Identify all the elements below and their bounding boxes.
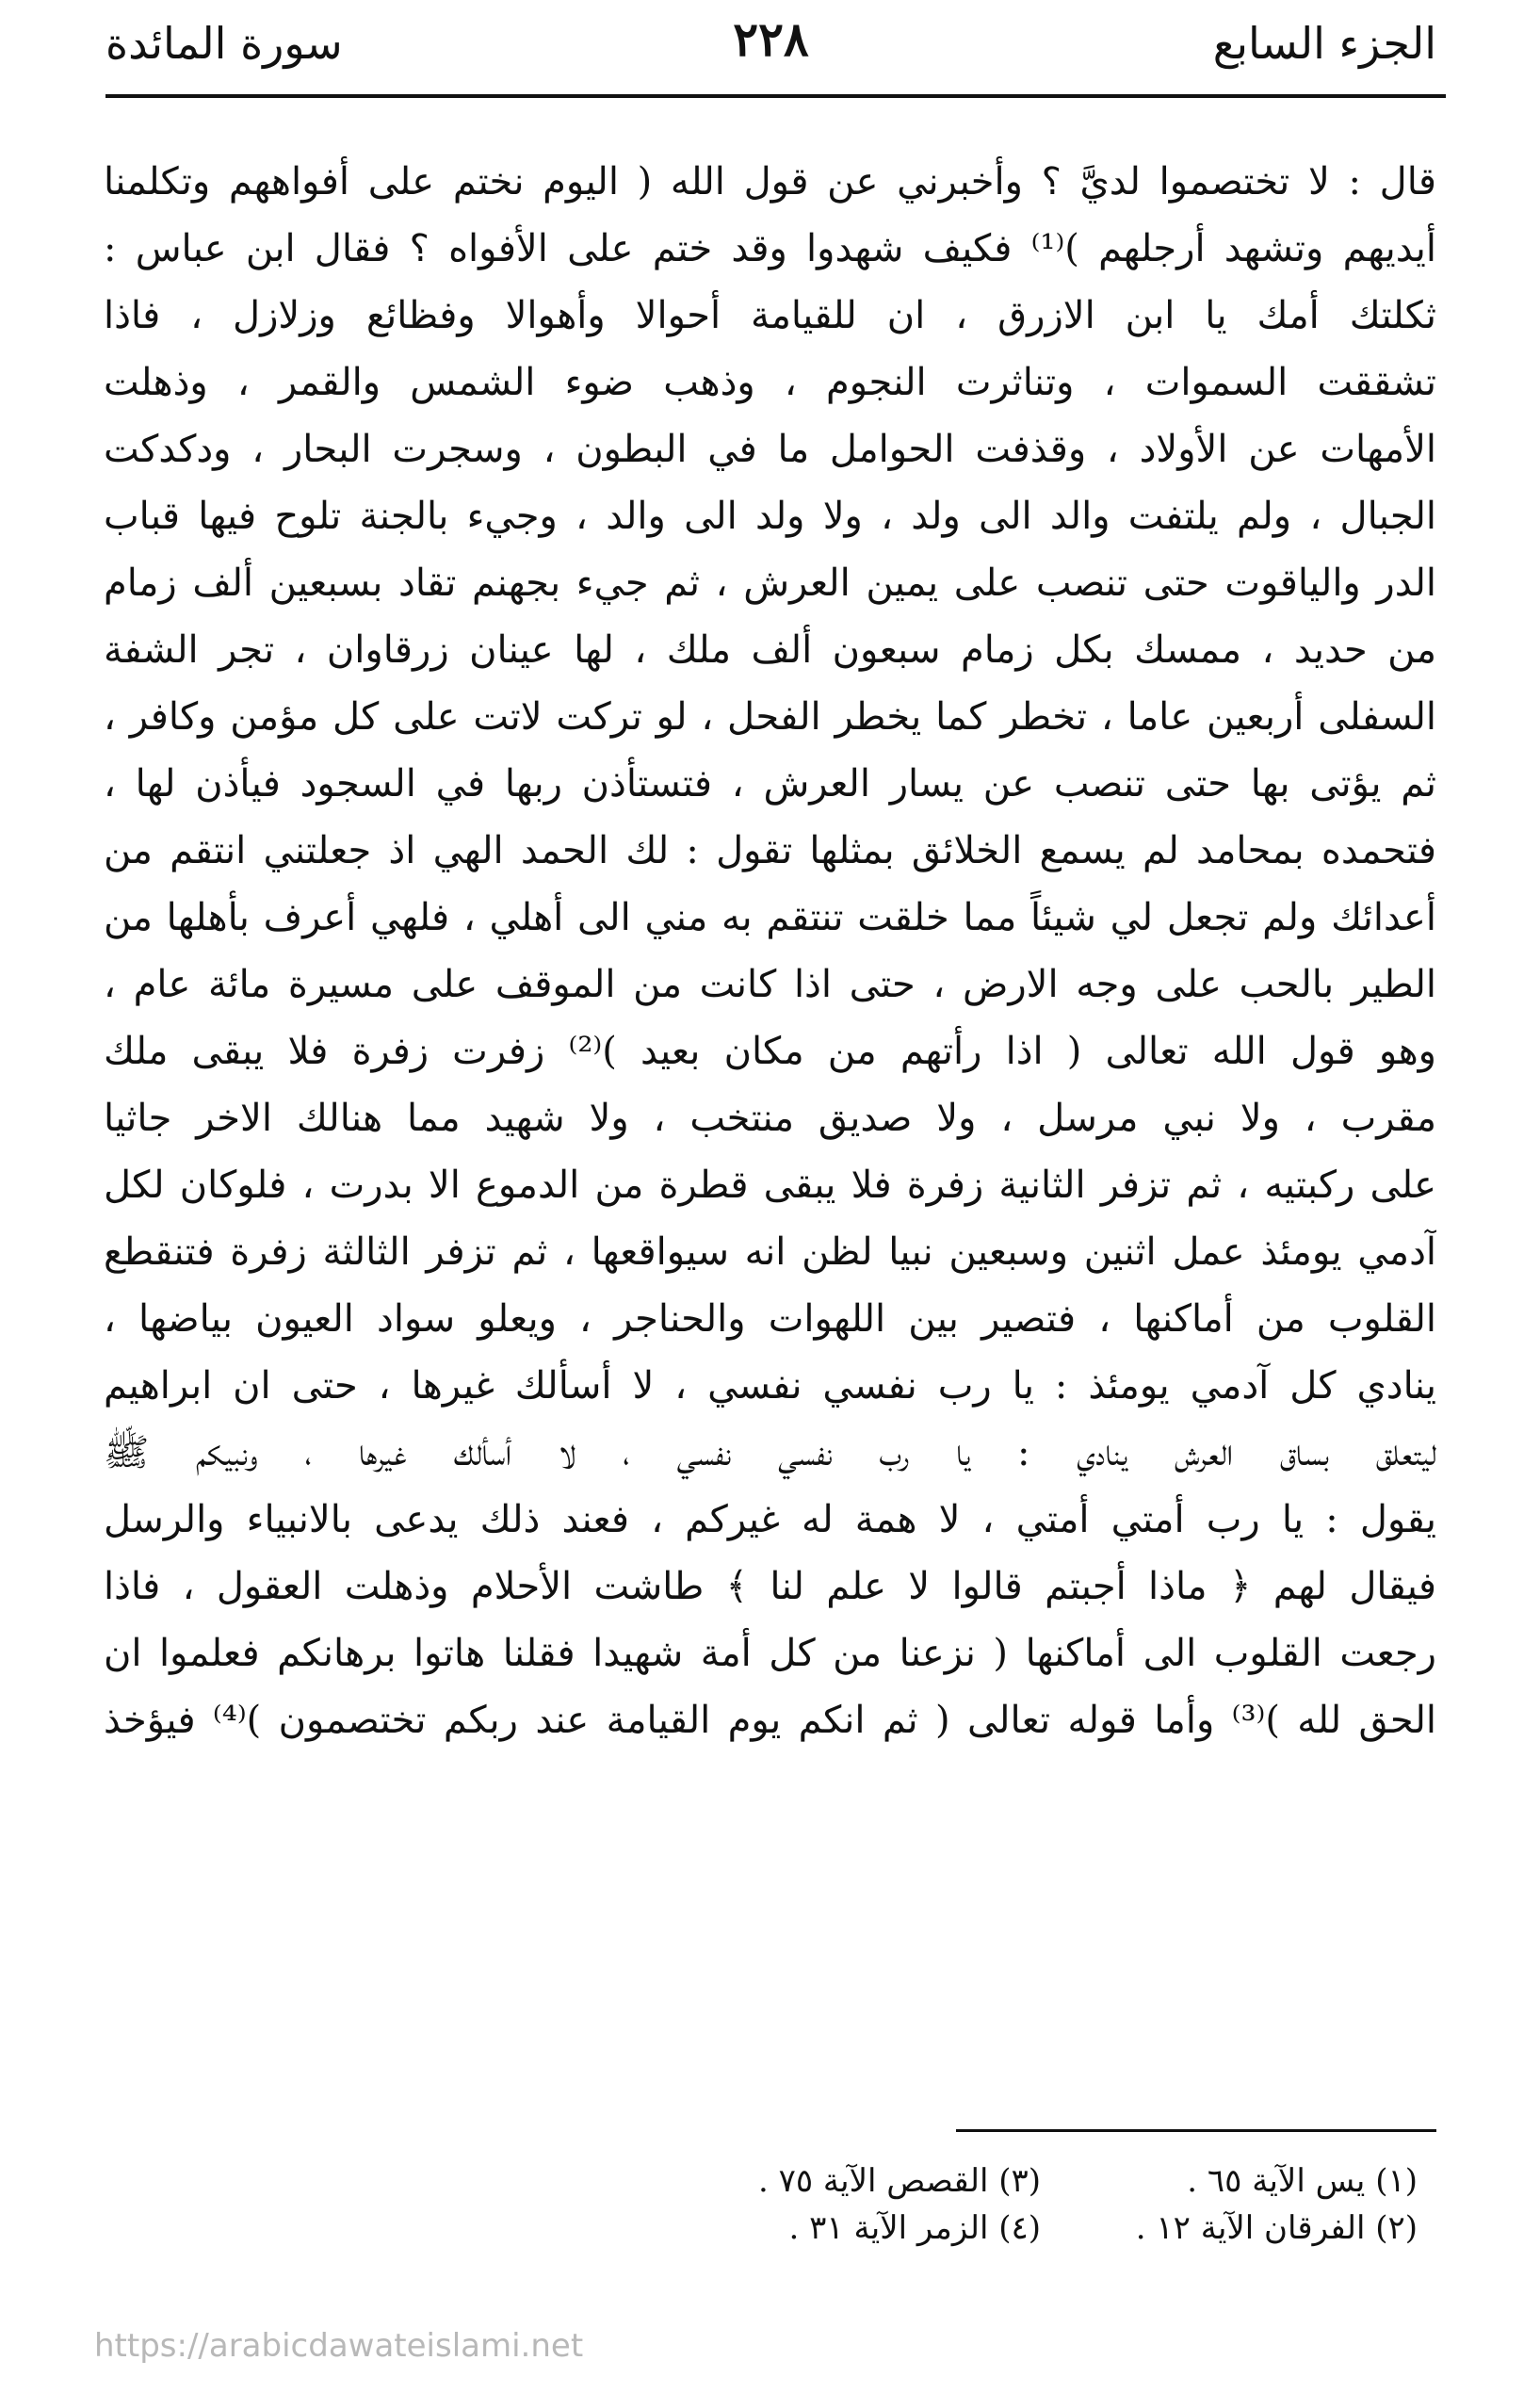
footnote-2: (٢) الفرقان الآية ١٢ . xyxy=(1135,2209,1418,2247)
text-line: الدر والياقوت حتى تنصب على يمين العرش ، ثم جيء بجهنم تقاد بسبعين ألف زمام xyxy=(104,562,1436,605)
footnote-rule xyxy=(956,2129,1436,2132)
text-line: من حديد ، ممسك بكل زمام سبعون ألف ملك ، لها عينان زرقاوان ، تجر الشفة xyxy=(104,628,1436,672)
text-line: أيديهم وتشهد أرجلهم )⁽¹⁾ فكيف شهدوا وقد ختم على الأفواه ؟ فقال ابن عباس : xyxy=(104,227,1436,270)
text-line: فيقال لهم ﴿ ماذا أجبتم قالوا لا علم لنا ﴾ طاشت الأحلام وذهلت العقول ، فاذا xyxy=(104,1565,1436,1608)
text-line: الجبال ، ولم يلتفت والد الى ولد ، ولا ولد الى والد ، وجيء بالجنة تلوح فيها قباب xyxy=(104,495,1436,538)
text-line: أعدائك ولم تجعل لي شيئاً مما خلقت تنتقم به مني الى أهلي ، فلهي أعرف بأهلها من xyxy=(104,896,1436,939)
main-text xyxy=(104,149,1436,1754)
text-line: ثكلتك أمك يا ابن الازرق ، ان للقيامة أحوالا وأهوالا وفظائع وزلازل ، فاذا xyxy=(104,294,1436,337)
footnote-row xyxy=(659,2157,1418,2205)
text-line: القلوب من أماكنها ، فتصير بين اللهوات والحناجر ، ويعلو سواد العيون بياضها ، xyxy=(104,1297,1436,1341)
text-line: ينادي كل آدمي يومئذ : يا رب نفسي نفسي ، لا أسألك غيرها ، حتى ان ابراهيم xyxy=(104,1364,1436,1408)
text-line: آدمي يومئذ عمل اثنين وسبعين نبيا لظن انه سيواقعها ، ثم تزفر الثالثة زفرة فتنقطع xyxy=(104,1230,1436,1274)
text-line: الحق لله )⁽³⁾ وأما قوله تعالى ( ثم انكم يوم القيامة عند ربكم تختصمون )⁽⁴⁾ فيؤخذ xyxy=(104,1699,1436,1742)
surah-label: سورة المائدة xyxy=(105,18,343,69)
footnote-row xyxy=(659,2205,1418,2252)
text-line: رجعت القلوب الى أماكنها ( نزعنا من كل أمة شهيدا فقلنا هاتوا برهانكم فعلموا ان xyxy=(104,1632,1436,1675)
text-line: الطير بالحب على وجه الارض ، حتى اذا كانت من الموقف على مسيرة مائة عام ، xyxy=(104,963,1436,1006)
text-line: على ركبتيه ، ثم تزفر الثانية زفرة فلا يبقى قطرة من الدموع الا بدرت ، فلوكان لكل xyxy=(104,1164,1436,1207)
page-number: ٢٢٨ xyxy=(733,11,809,67)
text-line: الأمهات عن الأولاد ، وقذفت الحوامل ما في البطون ، وسجرت البحار ، ودكدكت xyxy=(104,428,1436,471)
part-label: الجزء السابع xyxy=(1212,18,1436,69)
footnote-4: (٤) الزمر الآية ٣١ . xyxy=(788,2209,1041,2247)
footnotes xyxy=(659,2157,1418,2252)
text-line: مقرب ، ولا نبي مرسل ، ولا صديق منتخب ، ولا شهيد مما هنالك الاخر جاثيا xyxy=(104,1097,1436,1140)
text-line: ثم يؤتى بها حتى تنصب عن يسار العرش ، فتستأذن ربها في السجود فيأذن لها ، xyxy=(104,762,1436,806)
footnote-3: (٣) القصص الآية ٧٥ . xyxy=(757,2162,1041,2200)
watermark-url: https://arabicdawateislami.net xyxy=(94,2327,584,2365)
text-line: قال : لا تختصموا لديَّ ؟ وأخبرني عن قول الله ( اليوم نختم على أفواههم وتكلمنا xyxy=(104,160,1436,203)
footnote-1: (١) يس الآية ٦٥ . xyxy=(1187,2162,1418,2200)
header-rule xyxy=(105,94,1446,98)
text-line: ليتعلق بساق العرش ينادي : يا رب نفسي نفسي ، لا أسألك غيرها ، ونبيكم ﷺ xyxy=(104,1431,1436,1474)
running-header xyxy=(105,9,1436,85)
text-line: السفلى أربعين عاما ، تخطر كما يخطر الفحل ، لو تركت لاتت على كل مؤمن وكافر ، xyxy=(104,695,1436,739)
text-line: فتحمده بمحامد لم يسمع الخلائق بمثلها تقول : لك الحمد الهي اذ جعلتني انتقم من xyxy=(104,829,1436,872)
text-line: يقول : يا رب أمتي أمتي ، لا همة له غيركم ، فعند ذلك يدعى بالانبياء والرسل xyxy=(104,1498,1436,1541)
text-line: تشققت السموات ، وتناثرت النجوم ، وذهب ضوء الشمس والقمر ، وذهلت xyxy=(104,361,1436,404)
text-line: وهو قول الله تعالى ( اذا رأتهم من مكان بعيد )⁽²⁾ زفرت زفرة فلا يبقى ملك xyxy=(104,1030,1436,1073)
